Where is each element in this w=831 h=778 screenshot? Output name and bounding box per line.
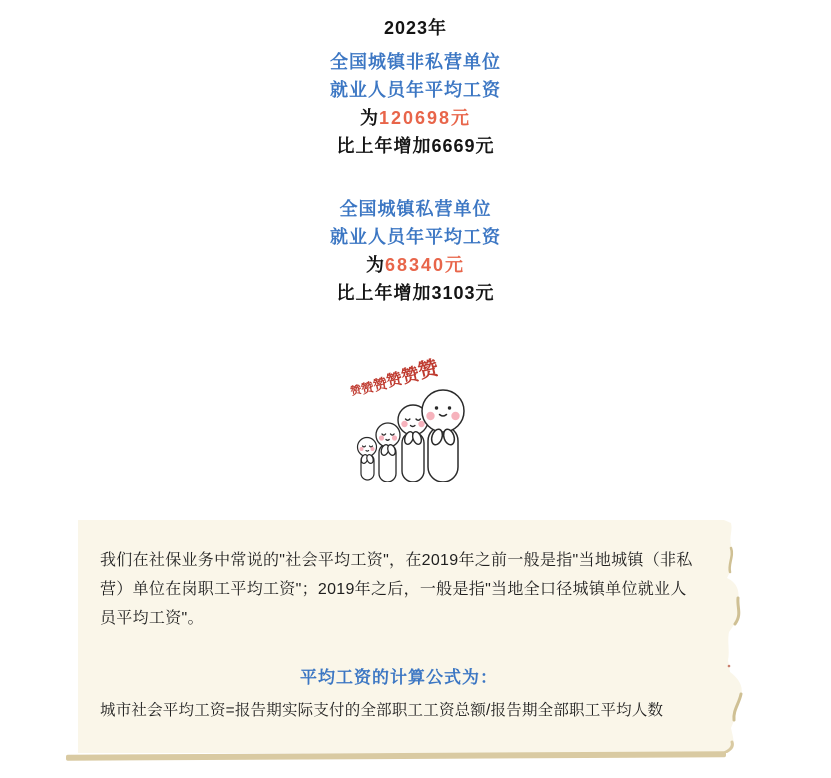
wage-stats: [0, 14, 831, 307]
non-private-block: [0, 48, 831, 160]
amount-prefix: 为: [359, 108, 379, 128]
increase-line: 比上年增加6669元: [336, 136, 495, 156]
amount-value: 68340元: [384, 255, 466, 275]
note-paragraph: 我们在社保业务中常说的"社会平均工资"，在2019年之前一般是指"当地城镇（非私营）单位在岗职工平均工资"；2019年之后，一般是指"当地全口径城镇单位就业人员平均工资"。: [100, 552, 693, 627]
amount-value: 120698元: [378, 108, 472, 128]
torn-paper-edge: [724, 520, 758, 753]
unit-title-line1: 全国城镇私营单位: [339, 199, 492, 219]
praise-text: 赞 赞 赞 赞 赞 赞: [349, 357, 441, 398]
year-heading: 2023年: [383, 18, 448, 38]
amount-line: [0, 104, 831, 132]
figure-1: [358, 438, 377, 481]
formula-text: 城市社会平均工资=报告期实际支付的全部职工工资总额/报告期全部职工平均人数: [100, 702, 664, 719]
figure-2: [376, 423, 400, 482]
amount-prefix: 为: [365, 255, 385, 275]
private-block: [0, 195, 831, 307]
paper-bottom-edge: [66, 751, 726, 760]
unit-title-line2: 就业人员年平均工资: [330, 80, 501, 100]
formula-title: 平均工资的计算公式为：: [300, 668, 498, 687]
note-paper: [78, 520, 724, 753]
unit-title-line1: 全国城镇非私营单位: [330, 52, 501, 72]
unit-title-line2: 就业人员年平均工资: [330, 227, 501, 247]
praise-sticker: [338, 356, 496, 482]
figure-4: [422, 390, 464, 482]
increase-line: 比上年增加3103元: [336, 283, 495, 303]
amount-line: [0, 251, 831, 279]
